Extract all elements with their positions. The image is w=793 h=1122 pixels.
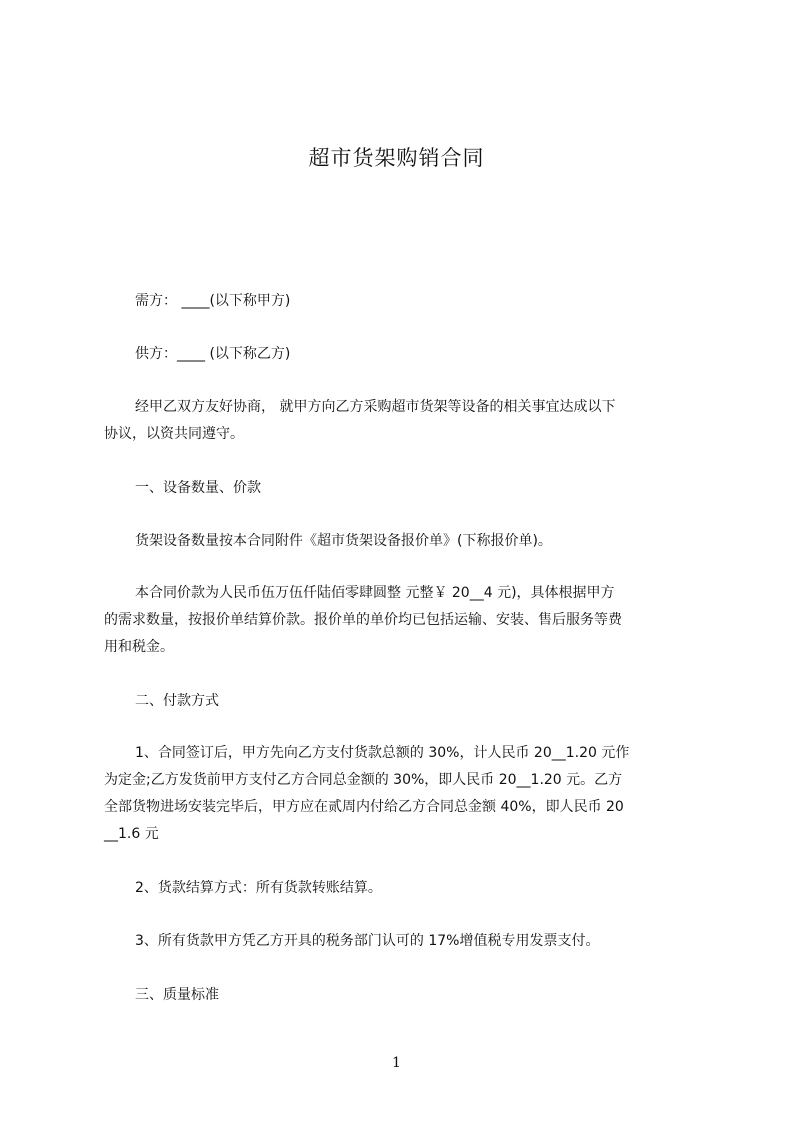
page-number: 1 bbox=[392, 1055, 401, 1071]
section-1-heading: 一、设备数量、价款 bbox=[135, 480, 261, 496]
payment-line-4: __1.6 元 bbox=[104, 826, 159, 842]
intro-line-2: 协议，以资共同遵守。 bbox=[104, 426, 244, 442]
buyer-line: 需方： ____(以下称甲方) bbox=[135, 293, 291, 309]
section-2-heading: 二、付款方式 bbox=[135, 693, 219, 709]
section-1-quantity: 货架设备数量按本合同附件《超市货架设备报价单》(下称报价单)。 bbox=[135, 533, 552, 549]
intro-paragraph bbox=[104, 394, 704, 448]
section-2-item-3: 3、所有货款甲方凭乙方开具的税务部门认可的 17%增值税专用发票支付。 bbox=[135, 933, 600, 949]
section-3-heading: 三、质量标准 bbox=[135, 987, 219, 1003]
section-1-price-paragraph bbox=[104, 580, 704, 661]
payment-line-2: 为定金;乙方发货前甲方支付乙方合同总金额的 30%，即人民币 20__1.20 元。乙方 bbox=[104, 772, 623, 788]
section-2-item-2: 2、货款结算方式：所有货款转账结算。 bbox=[135, 880, 382, 896]
price-line-2: 的需求数量，按报价单结算价款。报价单的单价均已包括运输、安装、售后服务等费 bbox=[104, 612, 622, 628]
seller-line: 供方：____ (以下称乙方) bbox=[135, 346, 291, 362]
payment-line-1: 1、合同签订后，甲方先向乙方支付货款总额的 30%，计人民币 20__1.20 元作 bbox=[135, 745, 630, 761]
price-line-3: 用和税金。 bbox=[104, 639, 174, 655]
section-2-item-1 bbox=[104, 740, 704, 848]
document-title: 超市货架购销合同 bbox=[308, 146, 485, 170]
payment-line-3: 全部货物进场安装完毕后，甲方应在贰周内付给乙方合同总金额 40%，即人民币 20 bbox=[104, 799, 624, 815]
intro-line-1: 经甲乙双方友好协商， 就甲方向乙方采购超市货架等设备的相关事宜达成以下 bbox=[135, 399, 616, 415]
price-line-1: 本合同价款为人民币伍万伍仟陆佰零肆圆整 元整￥ 20__4 元)，具体根据甲方 bbox=[135, 585, 615, 601]
